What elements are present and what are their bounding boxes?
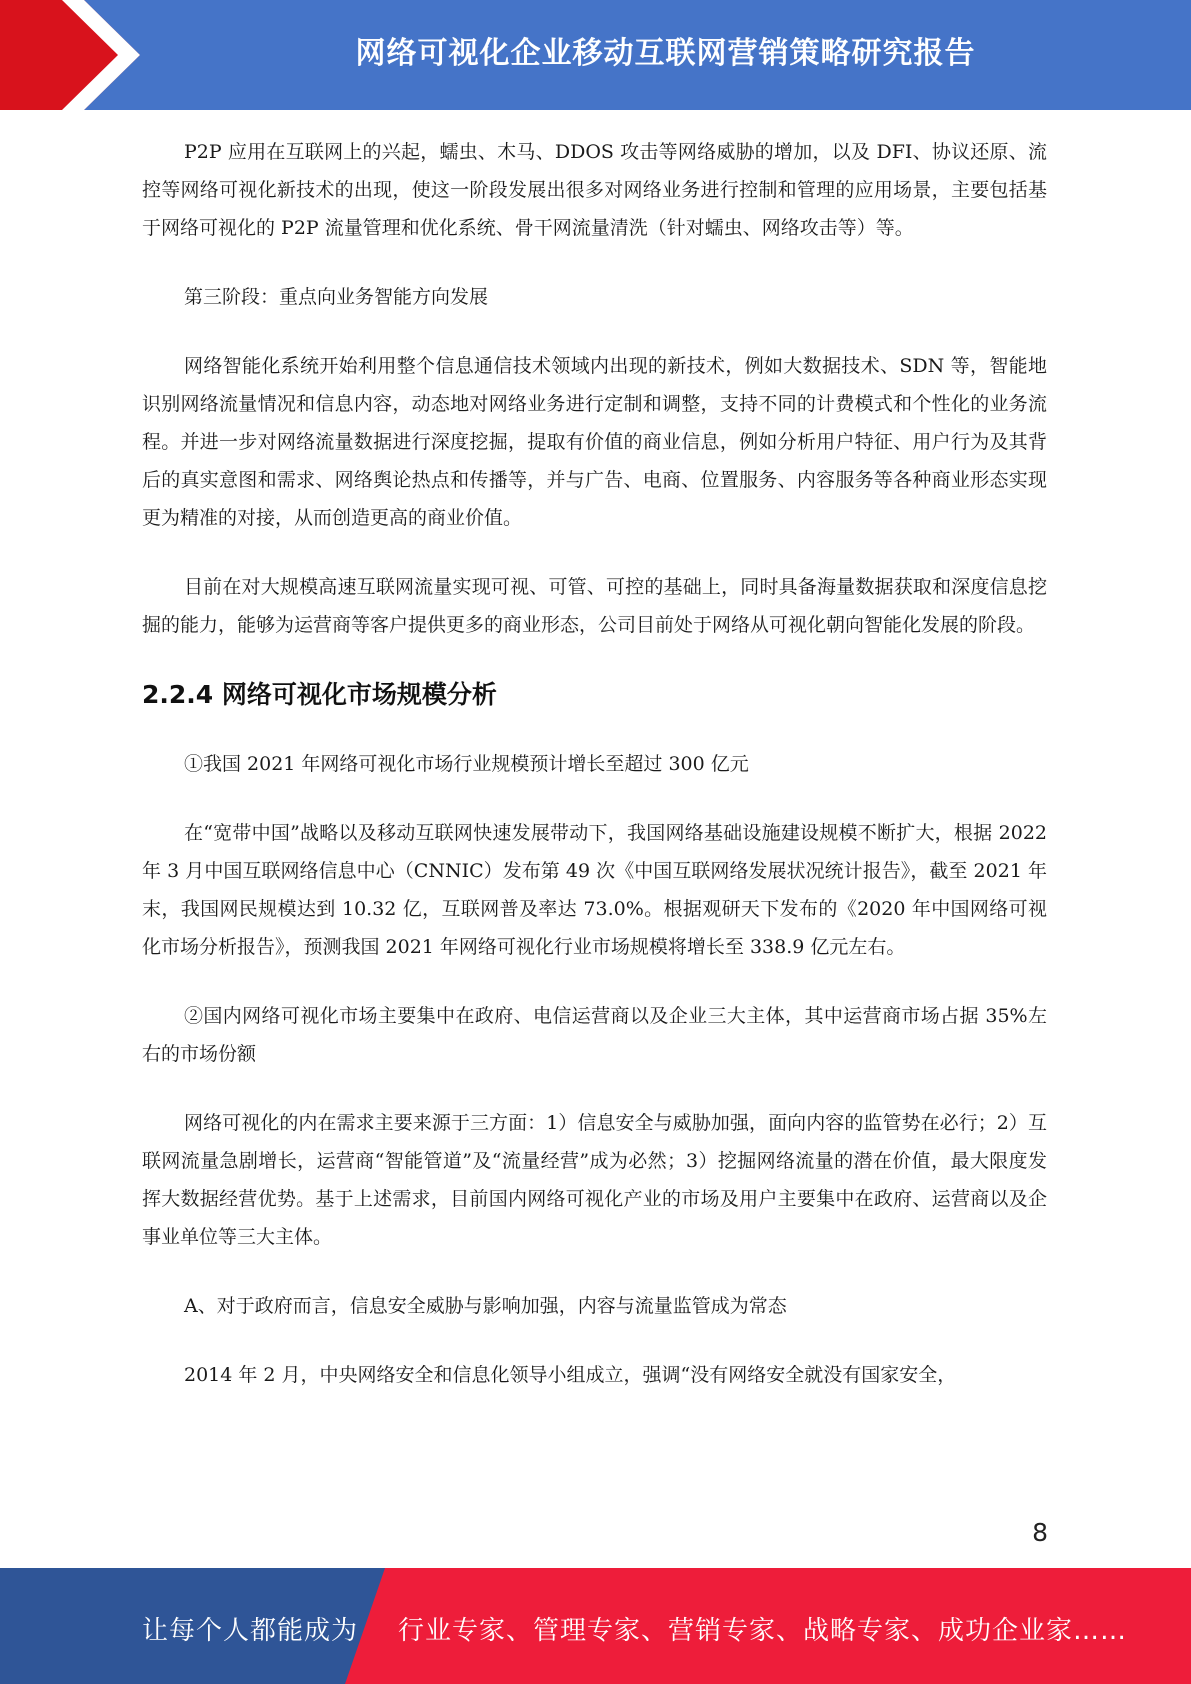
stage-heading-paragraph: 第三阶段：重点向业务智能方向发展	[184, 286, 489, 308]
footer-slogan-left: 让每个人都能成为	[142, 1616, 359, 1646]
body-paragraph: 在“宽带中国”战略以及移动互联网快速发展带动下，我国网络基础设施建设规模不断扩大，根据 2022 年 3 月中国互联网络信息中心（CNNIC）发布第 49 次《中国互联网络发展状况统计报告》，截至 2021 年末，我国网民规模达到 10.32 亿，互联网普及率达 73.0%。根据观研天下发布的《2020 年中国网络可视化市场分析报告》，预测我国 2021 年网络可视化行业市场规模将增长至 338.9 亿元左右。	[142, 822, 1047, 958]
body-paragraph: ②国内网络可视化市场主要集中在政府、电信运营商以及企业三大主体，其中运营商市场占据 35%左右的市场份额	[142, 1005, 1047, 1065]
page-number: 8	[1032, 1518, 1048, 1547]
footer-slogan-right: 行业专家、管理专家、营销专家、战略专家、成功企业家……	[398, 1616, 1128, 1646]
body-paragraph: ①我国 2021 年网络可视化市场行业规模预计增长至超过 300 亿元	[184, 753, 749, 775]
header-banner	[0, 0, 1191, 110]
body-paragraph: 网络智能化系统开始利用整个信息通信技术领域内出现的新技术，例如大数据技术、SDN 等，智能地识别网络流量情况和信息内容，动态地对网络业务进行定制和调整，支持不同的计费模式和个性化的业务流程。并进一步对网络流量数据进行深度挖掘，提取有价值的商业信息，例如分析用户特征、用户行为及其背后的真实意图和需求、网络舆论热点和传播等，并与广告、电商、位置服务、内容服务等各种商业形态实现更为精准的对接，从而创造更高的商业价值。	[142, 355, 1047, 529]
body-paragraph: 网络可视化的内在需求主要来源于三方面：1）信息安全与威胁加强，面向内容的监管势在必行；2）互联网流量急剧增长，运营商“智能管道”及“流量经营”成为必然；3）挖掘网络流量的潜在价值，最大限度发挥大数据经营优势。基于上述需求，目前国内网络可视化产业的市场及用户主要集中在政府、运营商以及企事业单位等三大主体。	[142, 1112, 1047, 1248]
body-paragraph: 2014 年 2 月，中央网络安全和信息化领导小组成立，强调“没有网络安全就没有国家安全，	[184, 1364, 957, 1386]
document-title: 网络可视化企业移动互联网营销策略研究报告	[355, 36, 976, 71]
document-body	[142, 133, 1047, 1425]
body-paragraph: P2P 应用在互联网上的兴起，蠕虫、木马、DDOS 攻击等网络威胁的增加，以及 DFI、协议还原、流控等网络可视化新技术的出现，使这一阶段发展出很多对网络业务进行控制和管理的应用场景，主要包括基于网络可视化的 P2P 流量管理和优化系统、骨干网流量清洗（针对蠕虫、网络攻击等）等。	[142, 141, 1047, 239]
body-paragraph: A、对于政府而言，信息安全威胁与影响加强，内容与流量监管成为常态	[184, 1295, 787, 1317]
section-heading: 2.2.4 网络可视化市场规模分析	[142, 680, 497, 709]
body-paragraph: 目前在对大规模高速互联网流量实现可视、可管、可控的基础上，同时具备海量数据获取和深度信息挖掘的能力，能够为运营商等客户提供更多的商业形态，公司目前处于网络从可视化朝向智能化发展的阶段。	[142, 576, 1047, 636]
